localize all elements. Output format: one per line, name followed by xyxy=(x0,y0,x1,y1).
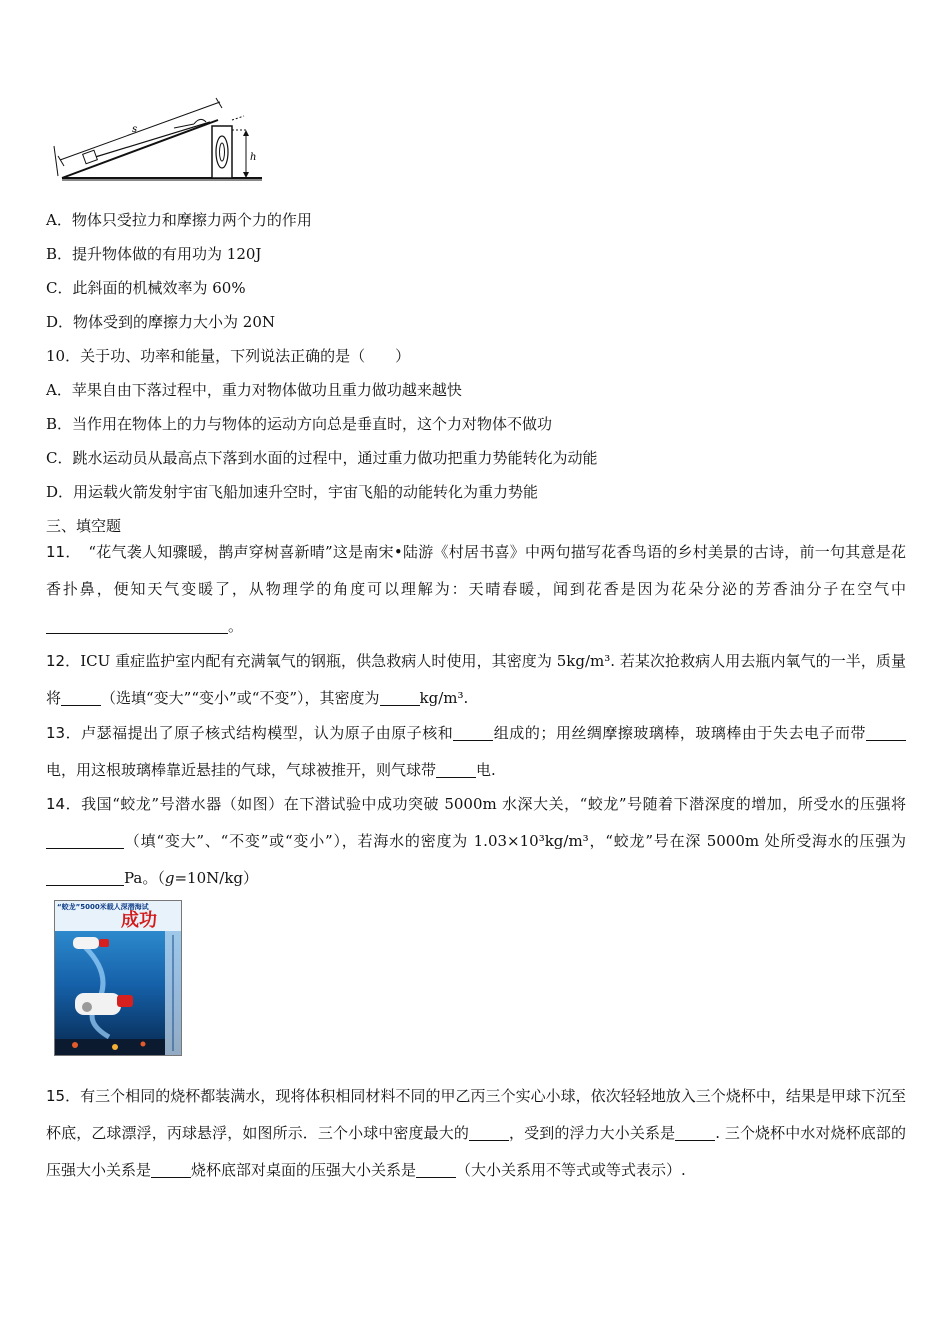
q14-number: 14． xyxy=(46,795,82,813)
question-12 xyxy=(46,643,906,717)
q14-g-variable: g xyxy=(164,869,175,887)
q10-option-b: B．当作用在物体上的力与物体的运动方向总是垂直时，这个力对物体不做功 xyxy=(46,415,553,433)
label-s: s xyxy=(132,124,138,135)
jiaolong-poster xyxy=(54,900,182,1056)
q15-text-1: 有三个相同的烧杯都装满水，现将体积相同材料不同的甲乙丙三个实心小球，依次轻轻地放入三个烧杯中，结果是甲球下沉至杯底，乙球漂浮，丙球悬浮，如图所示．三个小球中密度最大的 xyxy=(46,1087,906,1142)
q13-text-1: 卢瑟福提出了原子核式结构模型，认为原子由原子核和 xyxy=(81,724,454,742)
label-h: h xyxy=(250,152,257,163)
q11-blank[interactable] xyxy=(46,616,228,634)
q12-number: 12． xyxy=(46,652,81,670)
question-11 xyxy=(46,534,906,645)
q11-text-1: “花气袭人知骤暖，鹊声穿树喜新晴”这是南宋•陆游《村居书喜》中两句描写花香鸟语的乡村美景的古诗，前一句其意是花香扑鼻，便知天气变暖了，从物理学的角度可以理解为：天晴春暖，闻到花香是因为花朵分泌的芳香油分子在空气中 xyxy=(46,543,906,598)
q11-text-2: 。 xyxy=(228,617,244,635)
q12-text-2: （选填“变大”“变小”或“不变”），其密度为 xyxy=(101,689,380,707)
q9-option-c: C．此斜面的机械效率为 60% xyxy=(46,279,246,297)
q9-option-a: A．物体只受拉力和摩擦力两个力的作用 xyxy=(46,211,312,229)
poster-header: “蛟龙”5000米载人深潜海试 xyxy=(57,903,149,911)
q12-text-1: ICU 重症监护室内配有充满氧气的钢瓶，供急救病人时使用，其密度为 5kg/m³. 若某次抢救病人用去瓶内氧气的一半，质量将 xyxy=(46,652,906,707)
q13-blank-3[interactable] xyxy=(436,760,476,778)
q12-text-3: kg/m³. xyxy=(419,689,469,707)
question-13 xyxy=(46,715,906,789)
q15-text-5: （大小关系用不等式或等式表示）. xyxy=(456,1161,686,1179)
q14-text-1: 我国“蛟龙”号潜水器（如图）在下潜试验中成功突破 5000m 水深大关，“蛟龙”号随着下潜深度的增加，所受水的压强将 xyxy=(81,795,906,813)
q15-text-4: 烧杯底部对桌面的压强大小关系是 xyxy=(191,1161,417,1179)
q15-number: 15． xyxy=(46,1087,81,1105)
q12-blank-2[interactable] xyxy=(380,688,420,706)
incline-figure xyxy=(44,96,266,186)
q14-text-3: Pa。（ xyxy=(124,869,165,887)
q15-blank-1[interactable] xyxy=(469,1123,509,1141)
q15-text-2: ，受到的浮力大小关系是 xyxy=(508,1124,676,1142)
poster-image xyxy=(55,901,181,1055)
q15-blank-4[interactable] xyxy=(416,1160,456,1178)
q12-blank-1[interactable] xyxy=(61,688,101,706)
q10-option-c: C．跳水运动员从最高点下落到水面的过程中，通过重力做功把重力势能转化为动能 xyxy=(46,449,598,467)
q9-option-d: D．物体受到的摩擦力大小为 20N xyxy=(46,313,276,331)
question-14 xyxy=(46,786,906,897)
q14-text-4: =10N/kg） xyxy=(174,869,259,887)
q14-blank-1[interactable] xyxy=(46,831,124,849)
q14-text-2: （填“变大”、“不变”或“变小”），若海水的密度为 1.03×10³kg/m³，“蛟龙”号在深 5000m 处所受海水的压强为 xyxy=(124,832,906,850)
q14-blank-2[interactable] xyxy=(46,868,124,886)
q10-option-a: A．苹果自由下落过程中，重力对物体做功且重力做功越来越快 xyxy=(46,381,462,399)
q13-blank-1[interactable] xyxy=(453,723,493,741)
q15-blank-3[interactable] xyxy=(151,1160,191,1178)
q10-stem: 10．关于功、功率和能量，下列说法正确的是（ ） xyxy=(46,347,411,365)
q13-text-4: 电. xyxy=(476,761,496,779)
q9-option-b: B．提升物体做的有用功为 120J xyxy=(46,245,262,263)
q13-number: 13． xyxy=(46,724,82,742)
q15-text-3: . 三个烧杯中水对烧杯底部的压强大小关系是 xyxy=(46,1124,906,1179)
section-title: 三、填空题 xyxy=(46,517,122,535)
poster-title: 成功 xyxy=(121,910,157,931)
q11-number: 11． xyxy=(46,543,74,561)
q15-blank-2[interactable] xyxy=(675,1123,715,1141)
question-15 xyxy=(46,1078,906,1189)
q13-text-2: 组成的；用丝绸摩擦玻璃棒，玻璃棒由于失去电子而带 xyxy=(493,724,866,742)
q13-text-3: 电，用这根玻璃棒靠近悬挂的气球，气球被推开，则气球带 xyxy=(46,761,437,779)
q13-blank-2[interactable] xyxy=(866,723,906,741)
q10-option-d: D．用运载火箭发射宇宙飞船加速升空时，宇宙飞船的动能转化为重力势能 xyxy=(46,483,539,501)
